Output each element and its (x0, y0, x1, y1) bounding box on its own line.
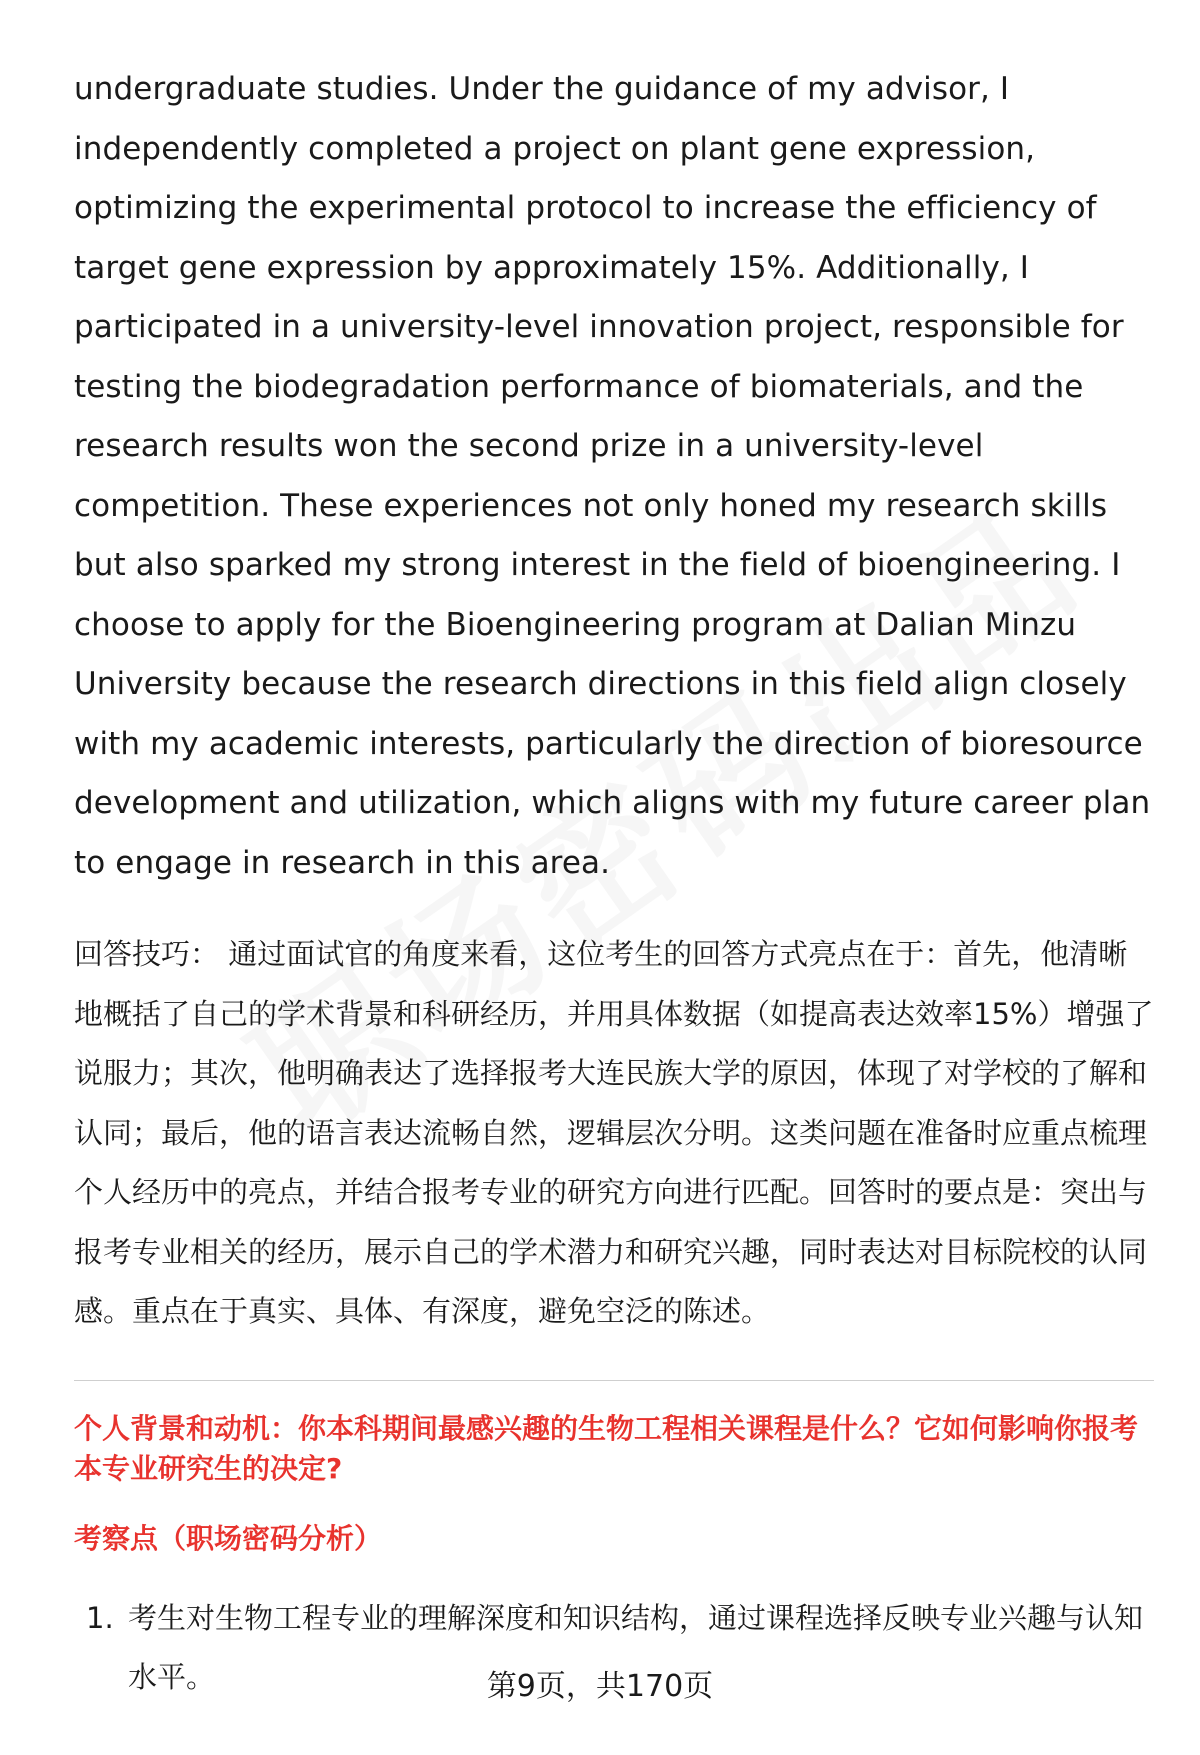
section-divider (74, 1380, 1154, 1381)
page-number: 第9页，共170页 (486, 1669, 714, 1704)
question-heading: 个人背景和动机：你本科期间最感兴趣的生物工程相关课程是什么？它如何影响你报考本专业研究生的决定? (74, 1411, 1139, 1485)
answer-tips-paragraph: 回答技巧： 通过面试官的角度来看，这位考生的回答方式亮点在于：首先，他清晰地概括了自己的学术背景和科研经历，并用具体数据（如提高表达效率15%）增强了说服力；其次，他明确表达了选择报考大连民族大学的原因，体现了对学校的了解和认同；最后，他的语言表达流畅自然，逻辑层次分明。这类问题在准备时应重点梳理个人经历中的亮点，并结合报考专业的研究方向进行匹配。回答时的要点是：突出与报考专业相关的经历，展示自己的学术潜力和研究兴趣，同时表达对目标院校的认同感。重点在于真实、具体、有深度，避免空泛的陈述。 (74, 937, 1154, 1328)
list-item-number: 1. (86, 1600, 114, 1635)
section-title: 考察点（职场密码分析） (74, 1521, 383, 1555)
english-answer-paragraph: undergraduate studies. Under the guidance of my advisor, I independently completed a project on plant gene expression, optimizing the experimental protocol to increase the efficiency of target gene expression by approximately 15%. Additionally, I participated in a university-level innovation project, responsible for testing the biodegradation performance of biomaterials, and the research results won the second prize in a university-level competition. These experiences not only honed my research skills but also sparked my strong interest in the field of bioengineering. I choose to apply for the Bioengineering program at Dalian Minzu University because the research directions in this field align closely with my academic interests, particularly the direction of bioresource development and utilization, which aligns with my future career plan to engage in research in this area. (74, 71, 1151, 881)
list-item-text: 考生对生物工程专业的理解深度和知识结构，通过课程选择反映专业兴趣与认知水平。 (128, 1600, 1144, 1694)
page-content (74, 60, 1154, 1708)
